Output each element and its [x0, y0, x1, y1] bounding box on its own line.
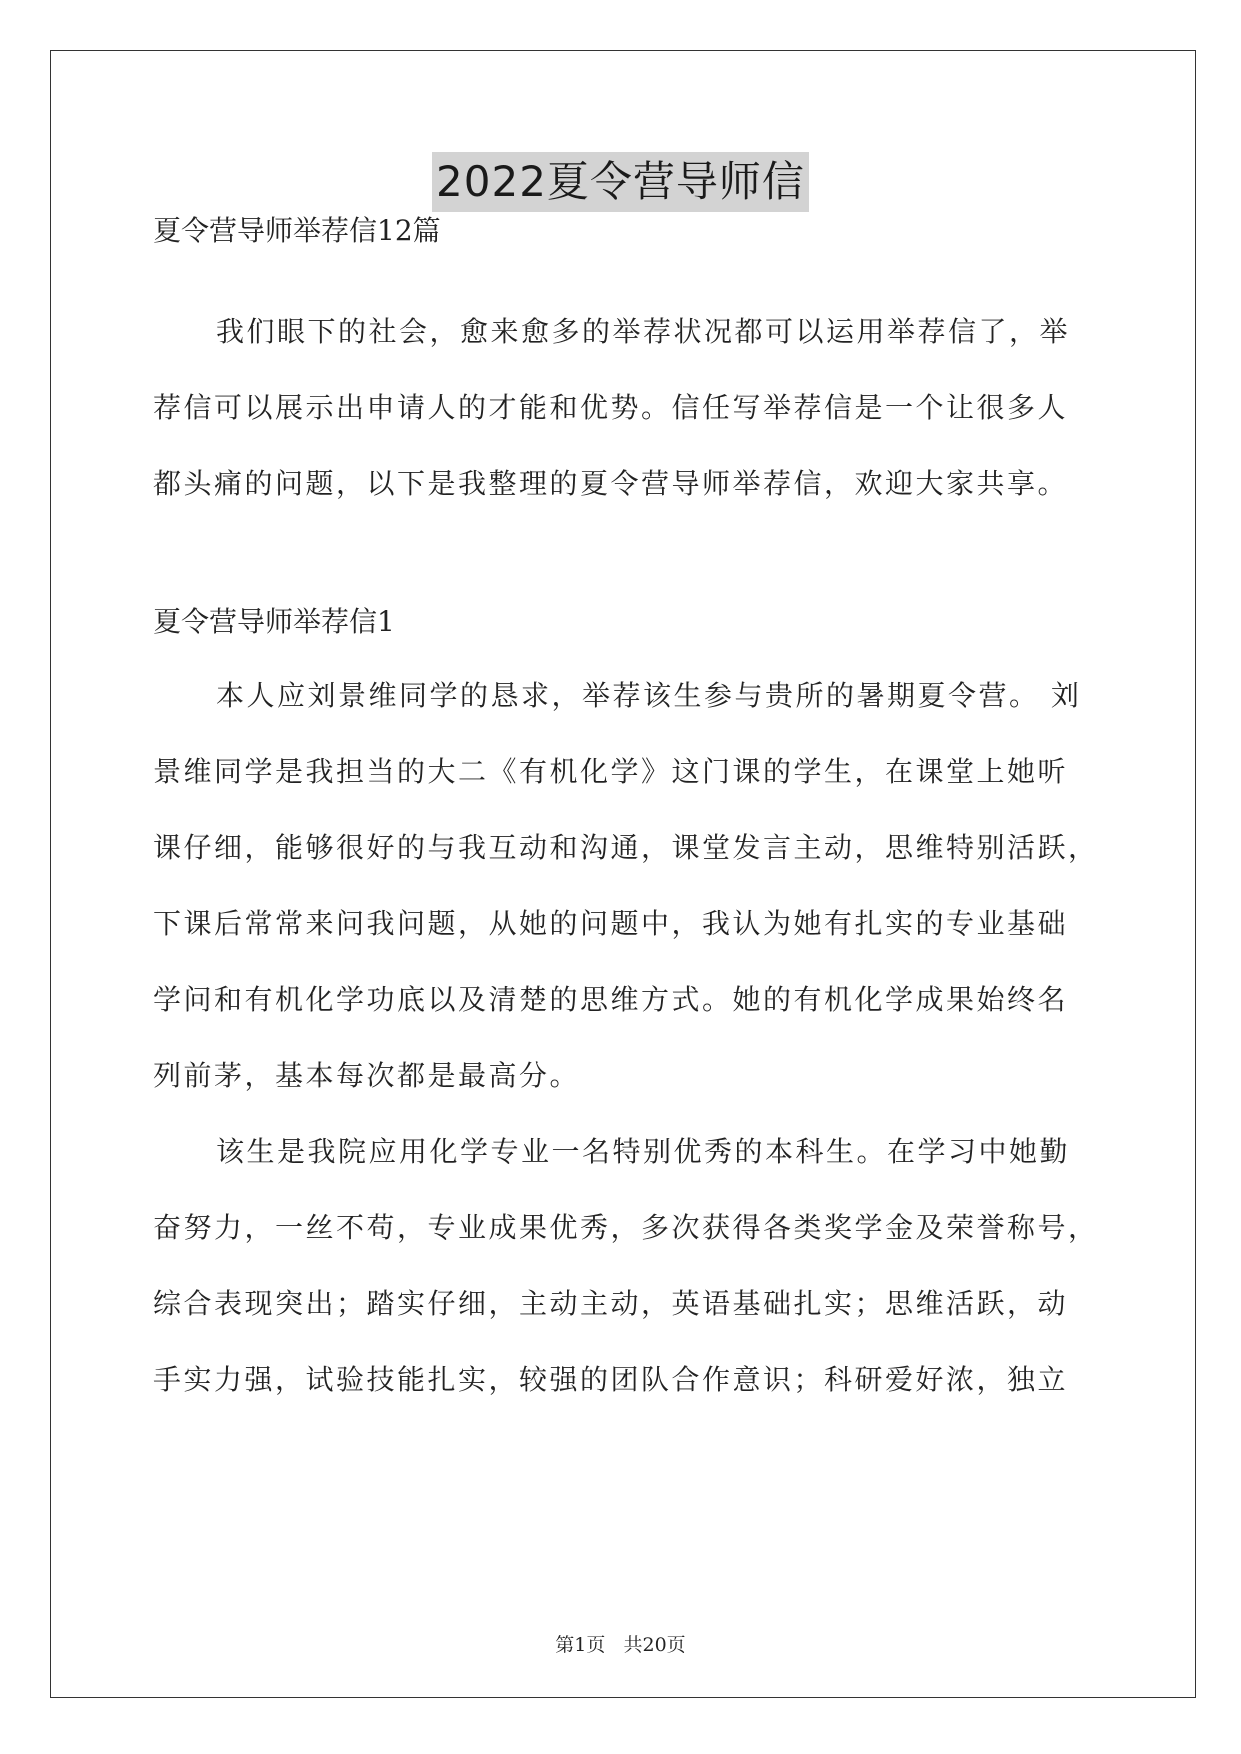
title-container [0, 152, 1241, 212]
page-footer: 第1页 共20页 [555, 1634, 686, 1656]
recommendation-paragraph-1 [153, 676, 1099, 1096]
paragraph-line: 综合表现突出；踏实仔细，主动主动，英语基础扎实；思维活跃，动 [153, 1287, 1069, 1320]
paragraph-line: 手实力强，试验技能扎实，较强的团队合作意识；科研爱好浓，独立 [153, 1363, 1069, 1396]
paragraph-line: 奋努力，一丝不苟，专业成果优秀，多次获得各类奖学金及荣誉称号， [153, 1211, 1099, 1244]
intro-paragraph [153, 312, 1093, 504]
paragraph-line: 都头痛的问题，以下是我整理的夏令营导师举荐信，欢迎大家共享。 [153, 467, 1069, 500]
paragraph-line: 学问和有机化学功底以及清楚的思维方式。她的有机化学成果始终名 [153, 983, 1069, 1016]
paragraph-line: 景维同学是我担当的大二《有机化学》这门课的学生，在课堂上她听 [153, 755, 1069, 788]
paragraph-line: 荐信可以展示出申请人的才能和优势。信任写举荐信是一个让很多人 [153, 391, 1069, 424]
paragraph-line: 课仔细，能够很好的与我互动和沟通，课堂发言主动，思维特别活跃， [153, 831, 1099, 864]
paragraph-line: 我们眼下的社会，愈来愈多的举荐状况都可以运用举荐信了，举 [216, 315, 1071, 348]
paragraph-line: 该生是我院应用化学专业一名特别优秀的本科生。在学习中她勤 [216, 1135, 1071, 1168]
recommendation-paragraph-2 [153, 1132, 1099, 1400]
paragraph-line: 下课后常常来问我问题，从她的问题中，我认为她有扎实的专业基础 [153, 907, 1069, 940]
document-title: 2022夏令营导师信 [432, 152, 809, 212]
paragraph-line: 列前茅，基本每次都是最高分。 [153, 1059, 581, 1092]
document-subtitle: 夏令营导师举荐信12篇 [153, 214, 441, 247]
paragraph-line: 本人应刘景维同学的恳求，举荐该生参与贵所的暑期夏令营。 刘 [216, 679, 1082, 712]
section-heading: 夏令营导师举荐信1 [153, 605, 395, 638]
